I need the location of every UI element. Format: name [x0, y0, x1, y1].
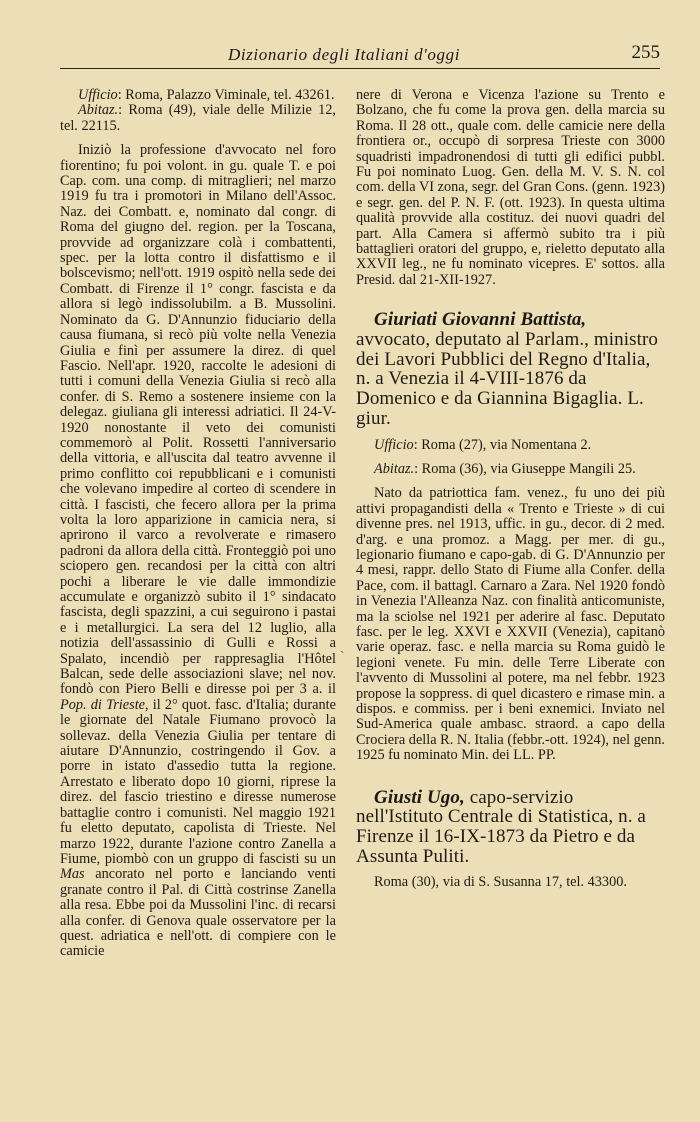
home-label: Abitaz.	[78, 102, 119, 119]
entry-name-giusti: Giusti Ugo,	[374, 786, 465, 808]
entry-description-giusti: capo-servizio nell'Istituto Centrale di Statistica, n. a Firenze il 16-IX-1873 da Pietro e da Assunta Puliti.	[356, 786, 646, 867]
continuation-paragraph: nere di Verona e Vicenza l'azione su Trento e Bolzano, che fu come la prova gen. della marcia su Roma. Il 28 ott., quale com. delle camicie nere della frontiera or., occupò di sorpresa Trieste con 3000 squadristi impadronendosi di tutti gli edifici pubbl. Fu poi nominato Luog. Gen. della M. V. S. N. col com. della VI zona, segr. del Gran Cons. (genn. 1923) e segr. gen. del P. N. F. (ott. 1923). In questa ultima qualità provvide alla costituz. dei nuovi quadri del part. Alla Camera si affermò subito tra i più battaglieri oratori del gruppo, e, rieletto deputato alla XXVII leg., ne fu nominato vicepres. E' sottos. alla Presid. dal 21-XII-1927.	[356, 87, 665, 288]
biography-text-2: , il 2° quot. fasc. d'Italia; durante le giornate del Natale Fiumano provocò la sollevaz. della Venezia Giulia per tentare di aiutare D'Annunzio, costringendo il Gov. a porre in istato d'assedio tutta la regione. Arrestato e liberato dopo 10 giorni, riprese la direz. del fascio triestino e diresse numerose battaglie contro i comunisti. Nel maggio 1921 fu eletto deputato, capolista di Trieste. Nel marzo 1922, durante l'azione contro Zanella a Fiume, piombò con un gruppo di fascisti su un	[60, 696, 336, 867]
entry-heading-giusti	[356, 788, 665, 867]
giuriati-biography: Nato da patriottica fam. venez., fu uno dei più attivi propagandisti della « Trento e Trieste » di cui divenne pres. nel 1913, uffic. in gu., decor. di 2 med. d'arg. e una promoz. a Magg. per mer. di gu., legionario fiumano e capo-gab. di G. D'Annunzio per 4 mesi, rappr. dello Stato di Fiume alla Confer. della Pace, com. il battagl. Carnaro a Zara. Nel 1920 fondò in Venezia l'Alleanza Naz. con finalità anticomuniste, ma la sciolse nel 1921 per aderire al fasc. Deputato fasc. per le leg. XXVI e XXVII (Venezia), capitanò varie operaz. fasc. e nella marcia su Roma guidò le legioni venete. Fu min. delle Terre Liberate con l'avvento di Mussolini al potere, ma nel febbr. 1923 propose la soppress. di quel dicastero e rimase min. a dispos. e commiss. per i beni exnemici. Inviato nel Sud-America quale ambasc. straord. a capo della Crociera della R. N. Italia (febbr.-ott. 1924), nel genn. 1925 fu nominato Min. dei LL. PP.	[356, 485, 665, 764]
home-address	[60, 103, 336, 134]
right-column	[356, 88, 665, 891]
giuriati-home-label: Abitaz.	[374, 460, 415, 477]
margin-mark: `	[340, 648, 345, 663]
newspaper-title: Pop. di Trieste	[60, 696, 146, 713]
entry-name-giuriati: Giuriati Giovanni Battista,	[374, 309, 587, 331]
giusti-address: Roma (30), via di S. Susanna 17, tel. 43300.	[374, 874, 627, 891]
giuriati-office	[356, 438, 665, 453]
giuriati-home-text: : Roma (36), via Giuseppe Mangili 25.	[414, 460, 636, 477]
running-title: Dizionario degli Italiani d'oggi	[228, 45, 461, 64]
entry-heading-giuriati	[356, 310, 665, 428]
biography-text-1: Iniziò la professione d'avvocato nel foro fiorentino; fu poi volont. in gu. quale T. e poi Cap. com. una comp. di mitraglieri; nel marzo 1919 fu tra i promotori in Milano dell'Assoc. Naz. dei Combatt. e, nominato dal congr. di Roma del giugno del. region. per la Toscana, provvide ad organizzare colà i combattenti, spec. per la lotta contro il disfattismo e il bolscevismo; nell'ott. 1919 ospitò nella sede dei Combatt. di Firenze il 1° congr. fascista e da allora si legò indissolubilm. a B. Mussolini. Nominato da G. D'Annunzio fiduciario della causa fiumana, si recò più volte nella Venezia Giulia e finì per assumere la direz. di quel Fascio. Nell'apr. 1920, raccolte le adesioni di tutti i comuni della Venezia Giulia si recò alla confer. di S. Remo a sostenere insieme con la delegaz. giuliana gli interessi adriatici. Il 24-V-1920 nonostante il veto dei comunisti commemorò al Polit. Rossetti l'anniversario della vittoria, e all'uscita dal teatro avvenne il primo conflitto coi repubblicani e i comunisti che volevano impedire al corteo di scendere in città. I fascisti, che fecero allora per la prima volta la loro apparizione in camicia nera, si aprirono il varco a revolverate e rimasero padroni da allora della città. Fronteggiò poi uno sciopero gen. recandosi per la città con altri pochi a liberare le vie dalle immondizie accumulate e organizzò subito il 1° sindacato fascista, degli spazzini, a cui seguirono i pastai e i metallurgici. La sera del 12 luglio, alla notizia dell'assassinio di Gulli e Rossi a Spalato, incendiò per rappresaglia l'Hôtel Balcan, sede delle associazioni slave; nel nov. fondò con Piero Belli e diresse poi per 3 a. il	[60, 142, 336, 698]
left-column	[60, 88, 336, 960]
boat-name: Mas	[60, 866, 85, 883]
office-address	[60, 88, 336, 103]
giuriati-office-label: Ufficio	[374, 436, 414, 453]
giuriati-office-text: : Roma (27), via Nomentana 2.	[413, 436, 592, 453]
entry-description-giuriati: avvocato, deputato al Parlam., ministro dei Lavori Pubblici del Regno d'Italia, n. a Venezia il 4-VIII-1876 da Domenico e da Giannina Bigaglia. L. giur.	[356, 328, 659, 429]
giuriati-home	[356, 462, 665, 477]
home-text: : Roma (49), viale delle Milizie 12, tel. 22115.	[60, 102, 336, 134]
office-text: : Roma, Palazzo Viminale, tel. 43261.	[117, 87, 335, 103]
biography-paragraph	[60, 143, 336, 960]
running-head	[60, 38, 660, 68]
page-number: 255	[631, 42, 660, 63]
office-label: Ufficio	[78, 87, 118, 103]
biography-text-3: ancorato nel porto e lanciando venti granate contro il Pal. di Città costrinse Zanella alla resa. Ebbe poi da Mussolini l'inc. di recarsi alla confer. di Genova quale osservatore per la quest. adriatica e nell'ott. di compiere con le camicie	[60, 866, 336, 960]
header-rule	[60, 68, 660, 69]
